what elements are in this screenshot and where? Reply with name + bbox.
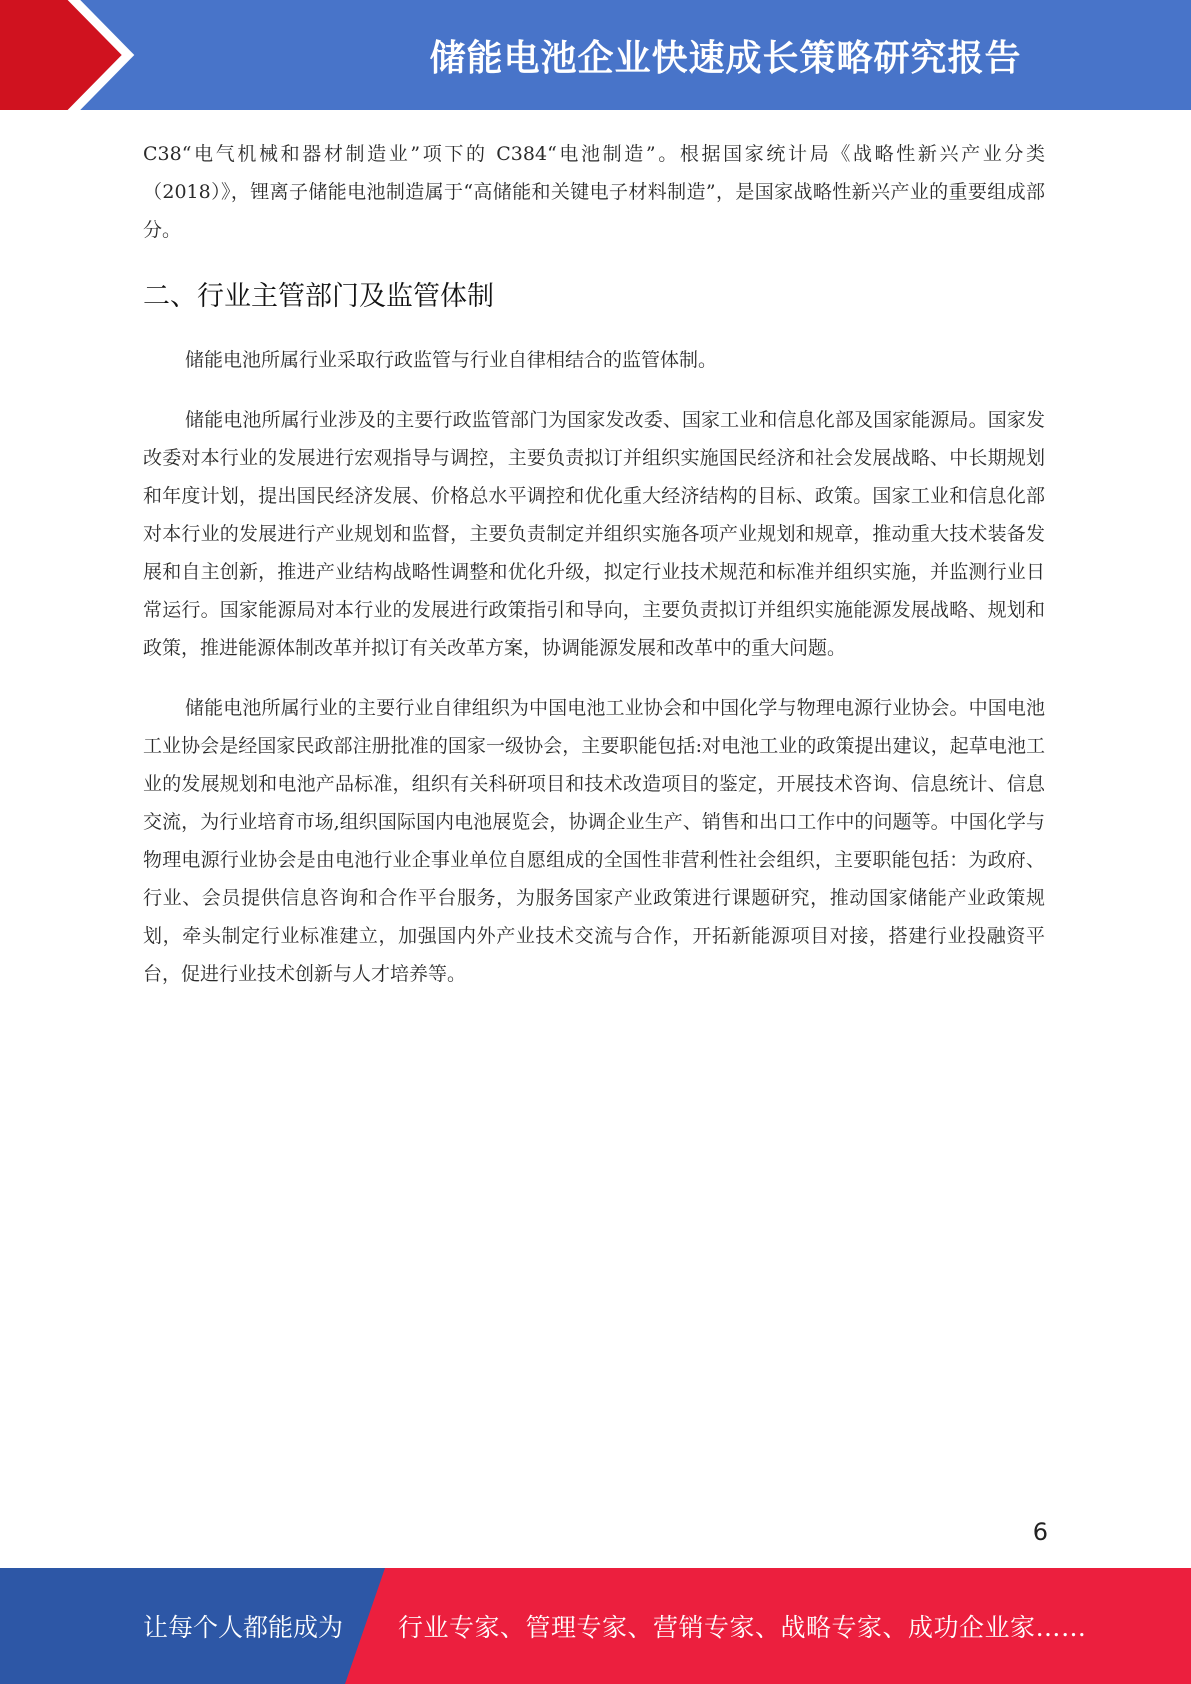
paragraph-1: 储能电池所属行业采取行政监管与行业自律相结合的监管体制。 [185, 349, 718, 371]
footer-bar [0, 1568, 1191, 1684]
paragraph-3: 储能电池所属行业的主要行业自律组织为中国电池工业协会和中国化学与物理电源行业协会。中国电池工业协会是经国家民政部注册批准的国家一级协会，主要职能包括:对电池工业的政策提出建议，起草电池工业的发展规划和电池产品标准，组织有关科研项目和技术改造项目的鉴定，开展技术咨询、信息统计、信息交流，为行业培育市场,组织国际国内电池展览会，协调企业生产、销售和出口工作中的问题等。中国化学与物理电源行业协会是由电池行业企事业单位自愿组成的全国性非营利性社会组织，主要职能包括：为政府、行业、会员提供信息咨询和合作平台服务，为服务国家产业政策进行课题研究，推动国家储能产业政策规划，牵头制定行业标准建立，加强国内外产业技术交流与合作，开拓新能源项目对接，搭建行业投融资平台，促进行业技术创新与人才培养等。 [143, 697, 1045, 985]
header-arrow-decoration [0, 0, 160, 110]
paragraph-2: 储能电池所属行业涉及的主要行政监管部门为国家发改委、国家工业和信息化部及国家能源局。国家发改委对本行业的发展进行宏观指导与调控，主要负责拟订并组织实施国民经济和社会发展战略、中长期规划和年度计划，提出国民经济发展、价格总水平调控和优化重大经济结构的目标、政策。国家工业和信息化部对本行业的发展进行产业规划和监督，主要负责制定并组织实施各项产业规划和规章，推动重大技术装备发展和自主创新，推进产业结构战略性调整和优化升级，拟定行业技术规范和标准并组织实施，并监测行业日常运行。国家能源局对本行业的发展进行政策指引和导向，主要负责拟订并组织实施能源发展战略、规划和政策，推进能源体制改革并拟订有关改革方案，协调能源发展和改革中的重大问题。 [143, 409, 1045, 659]
page-number: 6 [1032, 1518, 1048, 1546]
footer-slogan-left: 让每个人都能成为 [143, 1613, 344, 1642]
report-title: 储能电池企业快速成长策略研究报告 [429, 37, 1022, 79]
section-heading: 二、行业主管部门及监管体制 [143, 281, 494, 312]
intro-paragraph: C38“电气机械和器材制造业”项下的 C384“电池制造”。根据国家统计局《战略性新兴产业分类（2018）》，锂离子储能电池制造属于“高储能和关键电子材料制造”，是国家战略性新兴产业的重要组成部分。 [143, 143, 1045, 241]
footer-slogan-right: 行业专家、管理专家、营销专家、战略专家、成功企业家…… [398, 1613, 1087, 1642]
header-bar [0, 0, 1191, 110]
page-content [143, 135, 1045, 993]
